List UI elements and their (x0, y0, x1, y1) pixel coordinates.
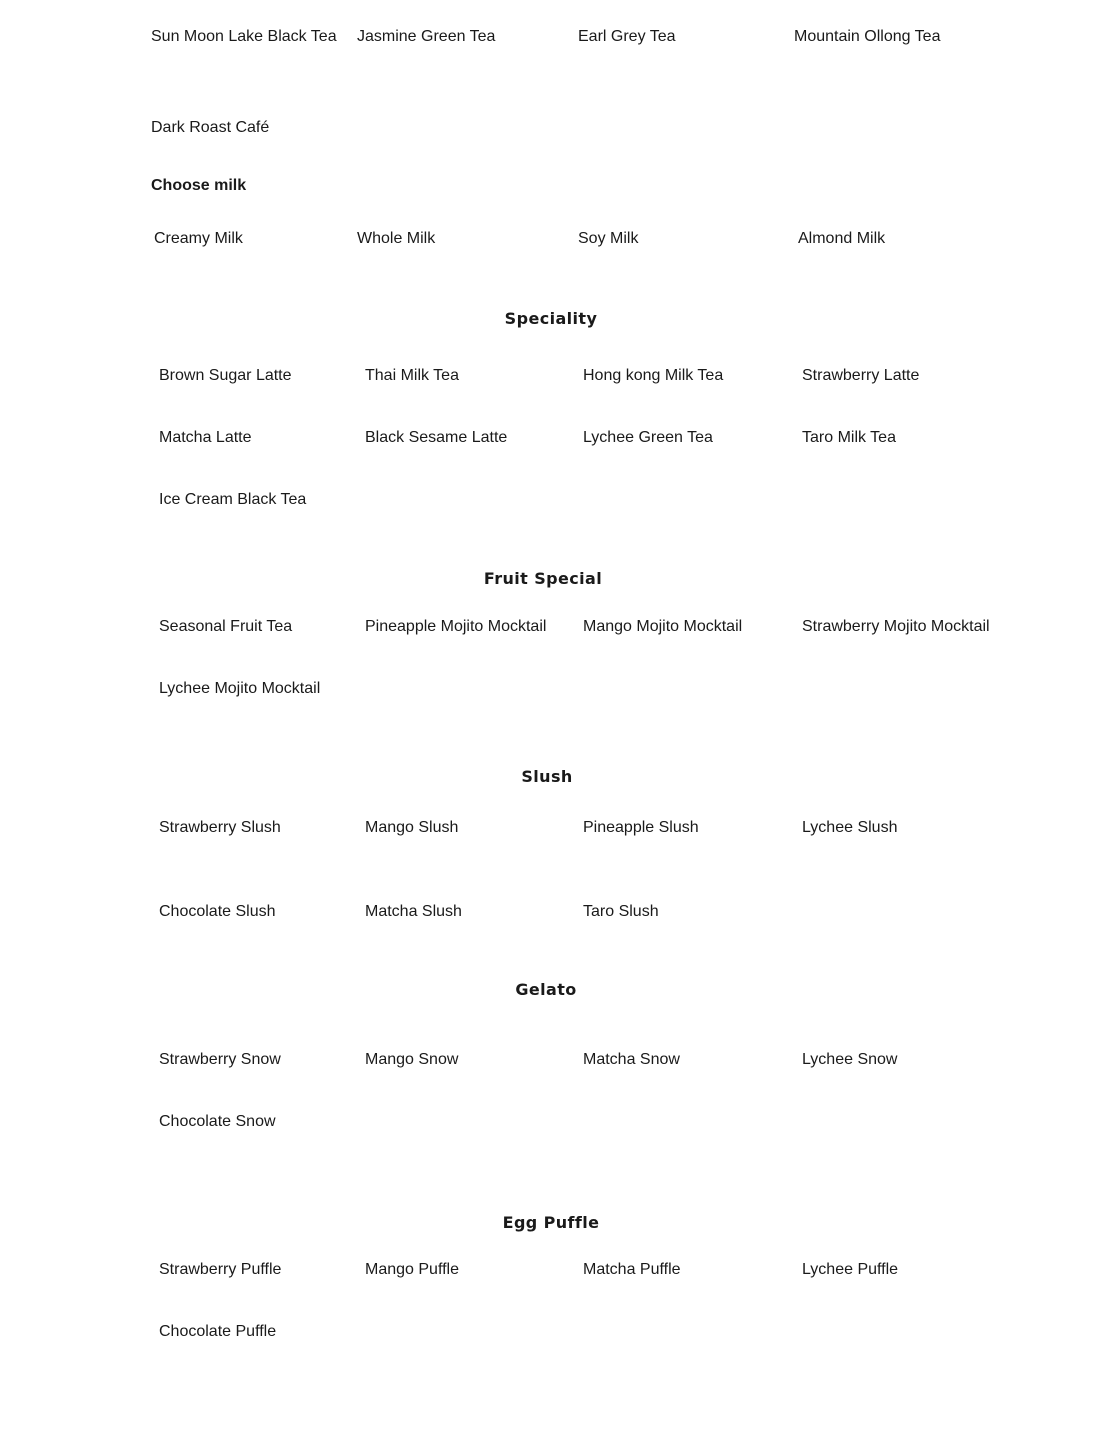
puffle-item-matcha-puffle[interactable]: Matcha Puffle (583, 1261, 681, 1278)
gelato-item-strawberry-snow[interactable]: Strawberry Snow (159, 1051, 281, 1068)
fruit-item-mango-mojito-mocktail[interactable]: Mango Mojito Mocktail (583, 618, 743, 635)
puffle-item-mango-puffle[interactable]: Mango Puffle (365, 1261, 459, 1278)
slush-item-chocolate-slush[interactable]: Chocolate Slush (159, 903, 276, 920)
slush-item-mango-slush[interactable]: Mango Slush (365, 819, 459, 836)
section-title-fruit-special: Fruit Special (483, 569, 603, 588)
speciality-item-strawberry-latte[interactable]: Strawberry Latte (802, 367, 920, 384)
section-title-gelato: Gelato (515, 980, 577, 999)
speciality-item-matcha-latte[interactable]: Matcha Latte (159, 429, 252, 446)
gelato-item-matcha-snow[interactable]: Matcha Snow (583, 1051, 680, 1068)
tea-option-sun-moon-lake-black-tea[interactable]: Sun Moon Lake Black Tea (151, 28, 337, 45)
tea-option-jasmine-green-tea[interactable]: Jasmine Green Tea (357, 28, 496, 45)
fruit-item-strawberry-mojito-mocktail[interactable]: Strawberry Mojito Mocktail (802, 618, 990, 635)
puffle-item-strawberry-puffle[interactable]: Strawberry Puffle (159, 1261, 282, 1278)
choose-milk-label: Choose milk (151, 177, 247, 194)
speciality-item-black-sesame-latte[interactable]: Black Sesame Latte (365, 429, 508, 446)
speciality-item-taro-milk-tea[interactable]: Taro Milk Tea (802, 429, 896, 446)
section-title-speciality: Speciality (504, 309, 598, 328)
milk-option-creamy-milk[interactable]: Creamy Milk (154, 230, 243, 247)
tea-option-earl-grey-tea[interactable]: Earl Grey Tea (578, 28, 676, 45)
milk-option-whole-milk[interactable]: Whole Milk (357, 230, 436, 247)
fruit-item-lychee-mojito-mocktail[interactable]: Lychee Mojito Mocktail (159, 680, 321, 697)
puffle-item-lychee-puffle[interactable]: Lychee Puffle (802, 1261, 899, 1278)
slush-item-strawberry-slush[interactable]: Strawberry Slush (159, 819, 281, 836)
speciality-item-lychee-green-tea[interactable]: Lychee Green Tea (583, 429, 713, 446)
fruit-item-pineapple-mojito-mocktail[interactable]: Pineapple Mojito Mocktail (365, 618, 547, 635)
slush-item-pineapple-slush[interactable]: Pineapple Slush (583, 819, 699, 836)
slush-item-taro-slush[interactable]: Taro Slush (583, 903, 659, 920)
slush-item-matcha-slush[interactable]: Matcha Slush (365, 903, 462, 920)
puffle-item-chocolate-puffle[interactable]: Chocolate Puffle (159, 1323, 277, 1340)
fruit-item-seasonal-fruit-tea[interactable]: Seasonal Fruit Tea (159, 618, 293, 635)
milk-option-almond-milk[interactable]: Almond Milk (798, 230, 886, 247)
gelato-item-mango-snow[interactable]: Mango Snow (365, 1051, 459, 1068)
gelato-item-chocolate-snow[interactable]: Chocolate Snow (159, 1113, 276, 1130)
tea-option-dark-roast-cafe[interactable]: Dark Roast Café (151, 119, 270, 136)
speciality-item-hong-kong-milk-tea[interactable]: Hong kong Milk Tea (583, 367, 724, 384)
speciality-item-ice-cream-black-tea[interactable]: Ice Cream Black Tea (159, 491, 307, 508)
section-title-slush: Slush (521, 767, 573, 786)
slush-item-lychee-slush[interactable]: Lychee Slush (802, 819, 898, 836)
tea-option-mountain-ollong-tea[interactable]: Mountain Ollong Tea (794, 28, 941, 45)
section-title-egg-puffle: Egg Puffle (502, 1213, 600, 1232)
speciality-item-thai-milk-tea[interactable]: Thai Milk Tea (365, 367, 459, 384)
gelato-item-lychee-snow[interactable]: Lychee Snow (802, 1051, 898, 1068)
milk-option-soy-milk[interactable]: Soy Milk (578, 230, 639, 247)
speciality-item-brown-sugar-latte[interactable]: Brown Sugar Latte (159, 367, 292, 384)
